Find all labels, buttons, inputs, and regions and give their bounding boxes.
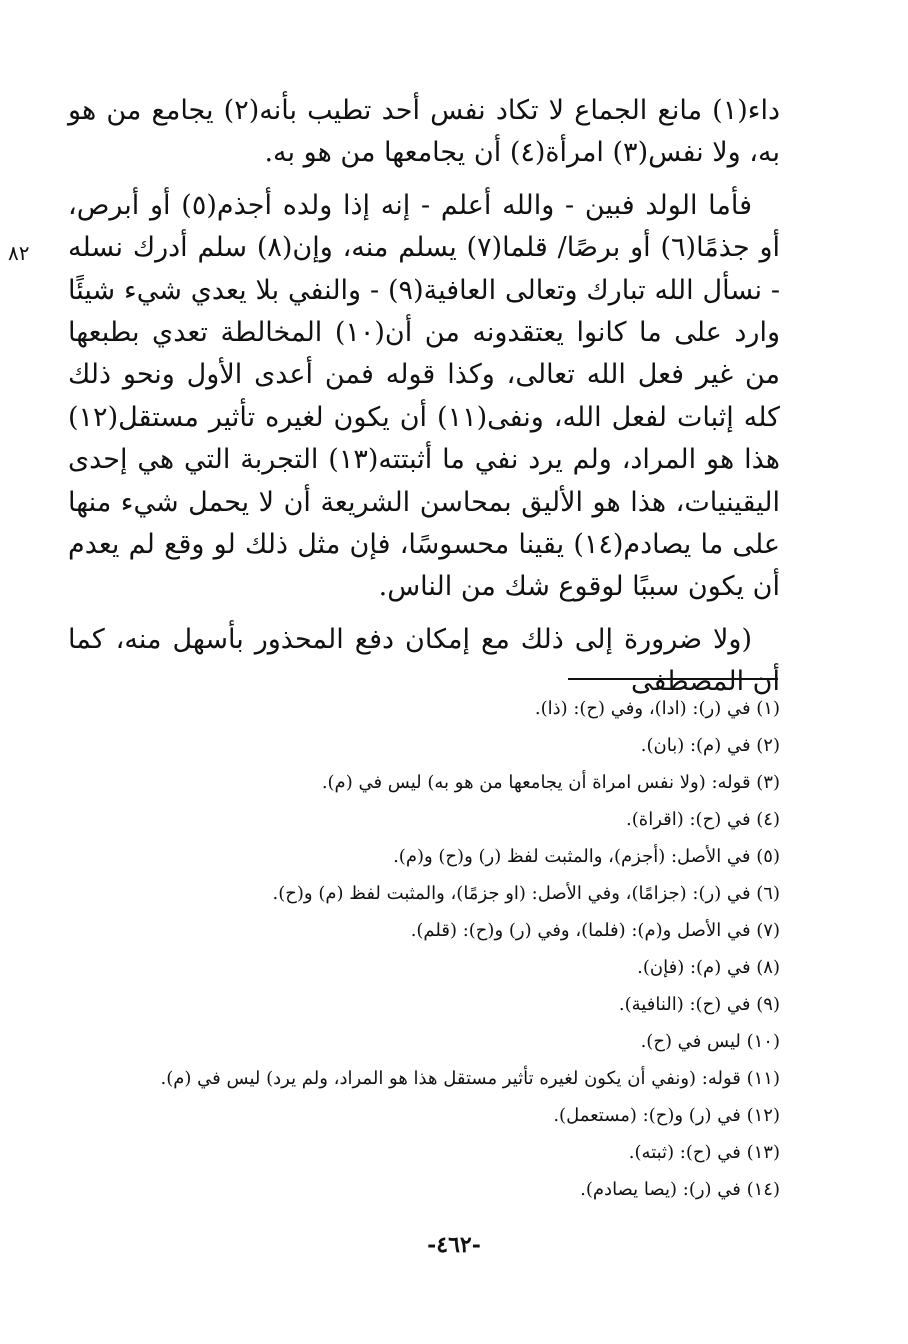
footnotes-list	[130, 690, 780, 1208]
footnote-2: (٢) في (م): (بان).	[640, 735, 780, 756]
page-number: -٤٦٢-	[427, 1232, 481, 1258]
footnote-6: (٦) في (ر): (جزامًا)، وفي الأصل: (او جزمًا)، والمثبت لفظ (م) و(ح).	[272, 883, 780, 904]
paragraph-1: داء(١) مانع الجماع لا تكاد نفس أحد تطيب بأنه(٢) يجامع من هو به، ولا نفس(٣) امرأة(٤) أن يجامعها من هو به.	[68, 95, 780, 169]
footnote-1: (١) في (ر): (ادا)، وفي (ح): (ذا).	[534, 698, 780, 719]
footnote-10: (١٠) ليس في (ح).	[640, 1031, 780, 1052]
footnote-12: (١٢) في (ر) و(ح): (مستعمل).	[553, 1105, 780, 1126]
paragraph-2: فأما الولد فبين - والله أعلم - إنه إذا ولده أجذم(٥) أو أبرص، أو جذمًا(٦) أو برصًا/ قلما(٧) يسلم منه، وإن(٨) سلم أدرك نسله - نسأل الله تبارك وتعالى العافية(٩) - والنفي بلا يعدي شيء شيئًا وارد على ما كانوا يعتقدونه من أن(١٠) المخالطة تعدي بطبعها من غير فعل الله تعالى، وكذا قوله فمن أعدى الأول ونحو ذلك كله إثبات لفعل الله، ونفى(١١) أن يكون لغيره تأثير مستقل(١٢) هذا هو المراد، ولم يرد نفي ما أثبتته(١٣) التجربة التي هي إحدى اليقينيات، هذا هو الأليق بمحاسن الشريعة أن لا يحمل شيء منها على ما يصادم(١٤) يقينا محسوسًا، فإن مثل ذلك لو وقع لم يعدم أن يكون سببًا لوقوع شك من الناس.	[68, 189, 781, 603]
footnote-11: (١١) قوله: (ونفي أن يكون لغيره تأثير مستقل هذا هو المراد، ولم يرد) ليس في (م).	[160, 1068, 780, 1089]
footnote-8: (٨) في (م): (فإن).	[637, 957, 780, 978]
paragraph-3: (ولا ضرورة إلى ذلك مع إمكان دفع المحذور بأسهل منه، كما أن المصطفى	[68, 623, 780, 698]
footnote-5: (٥) في الأصل: (أجزم)، والمثبت لفظ (ر) و(ح) و(م).	[393, 846, 780, 867]
footnote-4: (٤) في (ح): (اقراة).	[626, 809, 780, 830]
footnote-separator	[568, 678, 778, 680]
margin-page-reference: ٨٢	[8, 241, 30, 265]
footnote-7: (٧) في الأصل و(م): (فلما)، وفي (ر) و(ح): (قلم).	[410, 920, 780, 941]
main-text	[68, 90, 780, 704]
footnote-9: (٩) في (ح): (النافية).	[618, 994, 780, 1015]
footnote-13: (١٣) في (ح): (ثبته).	[628, 1142, 780, 1163]
footnote-3: (٣) قوله: (ولا نفس امراة أن يجامعها من هو به) ليس في (م).	[321, 772, 780, 793]
footnote-14: (١٤) في (ر): (يصا يصادم).	[580, 1179, 780, 1200]
